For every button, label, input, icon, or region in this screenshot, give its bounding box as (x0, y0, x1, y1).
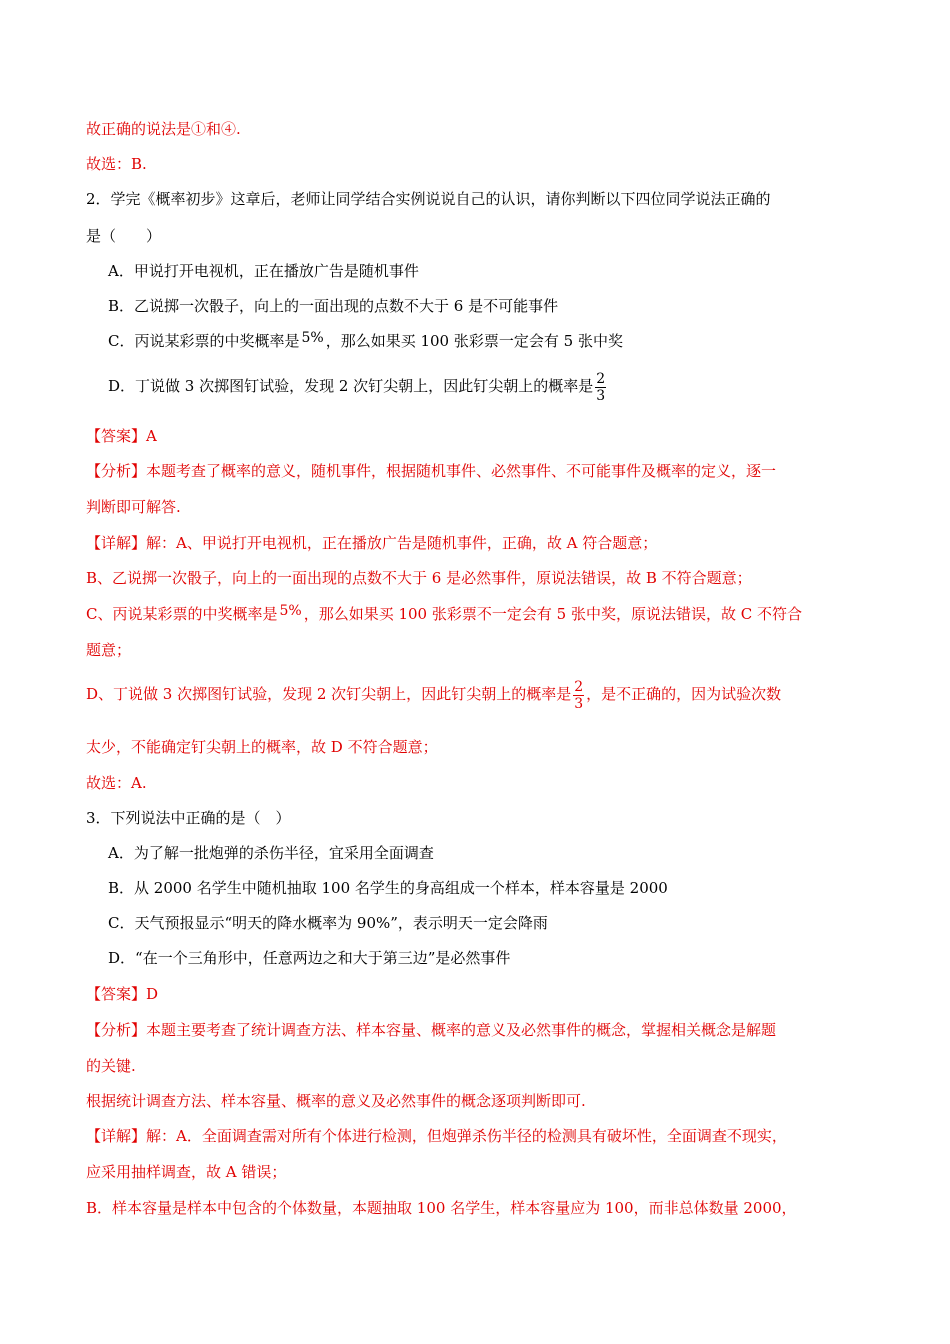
q2-detail-c (86, 603, 802, 626)
q2-option-a: A．甲说打开电视机，正在播放广告是随机事件 (108, 262, 419, 280)
fraction-numerator: 2 (596, 370, 606, 387)
fraction-numerator: 2 (574, 678, 584, 695)
q3-analysis-line2: 的关键. (86, 1057, 136, 1075)
fraction-denominator: 3 (596, 387, 606, 404)
q3-option-d: D．“在一个三角形中，任意两边之和大于第三边”是必然事件 (108, 949, 511, 967)
q3-option-c: C．天气预报显示“明天的降水概率为 90%”，表示明天一定会降雨 (108, 914, 548, 932)
q2-option-c-text: C．丙说某彩票的中奖概率是 (108, 332, 300, 350)
q2-option-c (108, 330, 623, 353)
q2-stem-line1: 2．学完《概率初步》这章后，老师让同学结合实例说说自己的认识，请你判断以下四位同学说法正确的 (86, 190, 771, 208)
q2-analysis-line1: 【分析】本题考查了概率的意义，随机事件，根据随机事件、必然事件、不可能事件及概率的定义，逐一 (86, 462, 777, 480)
q3-detail-b: B．样本容量是样本中包含的个体数量，本题抽取 100 名学生，样本容量应为 100，而非总体数量 2000， (86, 1199, 797, 1217)
q2-detail-c-text: C、丙说某彩票的中奖概率是 (86, 605, 278, 623)
q2-analysis-line2: 判断即可解答. (86, 498, 181, 516)
q3-answer: 【答案】D (86, 985, 159, 1003)
q2-option-c-percent: 5% (301, 330, 324, 346)
q2-detail-a: 【详解】解：A、甲说打开电视机，正在播放广告是随机事件，正确，故 A 符合题意； (86, 534, 658, 552)
fraction-denominator: 3 (574, 695, 584, 712)
q2-option-b: B．乙说掷一次骰子，向上的一面出现的点数不大于 6 是不可能事件 (108, 297, 559, 315)
q2-choose: 故选：A. (86, 774, 147, 792)
q2-detail-d-line2: 太少，不能确定钉尖朝上的概率，故 D 不符合题意； (86, 738, 438, 756)
q2-option-d (108, 368, 608, 404)
q2-answer: 【答案】A (86, 427, 157, 445)
q2-detail-d-text: D、丁说做 3 次掷图钉试验，发现 2 次钉尖朝上，因此钉尖朝上的概率是 (86, 685, 572, 703)
prev-choose: 故选：B. (86, 155, 147, 173)
q2-detail-b: B、乙说掷一次骰子，向上的一面出现的点数不大于 6 是必然事件，原说法错误，故 B 不符合题意； (86, 569, 752, 587)
q3-option-b: B．从 2000 名学生中随机抽取 100 名学生的身高组成一个样本，样本容量是 2000 (108, 879, 668, 897)
q2-stem-line2: 是（ ） (86, 227, 162, 245)
q2-detail-c-percent: 5% (279, 603, 302, 619)
q2-option-d-fraction (595, 371, 606, 404)
q3-detail-a-line2: 应采用抽样调查，故 A 错误； (86, 1163, 287, 1181)
q2-option-d-text: D．丁说做 3 次掷图钉试验，发现 2 次钉尖朝上，因此钉尖朝上的概率是 (108, 377, 594, 395)
q3-stem: 3．下列说法中正确的是（ ） (86, 809, 291, 827)
q2-detail-d (86, 676, 781, 712)
q3-analysis-line1: 【分析】本题主要考查了统计调查方法、样本容量、概率的意义及必然事件的概念，掌握相关概念是解题 (86, 1021, 777, 1039)
q2-detail-c-line2: 题意； (86, 641, 132, 659)
q2-detail-d-fraction (573, 679, 584, 712)
q2-detail-d-tail: ，是不正确的，因为试验次数 (586, 685, 782, 703)
q3-option-a: A．为了解一批炮弹的杀伤半径，宜采用全面调查 (108, 844, 434, 862)
q2-option-c-tail: ，那么如果买 100 张彩票一定会有 5 张中奖 (325, 332, 623, 350)
q3-detail-a-line1: 【详解】解：A．全面调查需对所有个体进行检测，但炮弹杀伤半径的检测具有破坏性，全面调查不现实， (86, 1127, 787, 1145)
prev-conclusion: 故正确的说法是①和④. (86, 120, 241, 138)
q3-analysis-line3: 根据统计调查方法、样本容量、概率的意义及必然事件的概念逐项判断即可. (86, 1092, 586, 1110)
q2-detail-c-tail: ，那么如果买 100 张彩票不一定会有 5 张中奖，原说法错误，故 C 不符合 (303, 605, 802, 623)
